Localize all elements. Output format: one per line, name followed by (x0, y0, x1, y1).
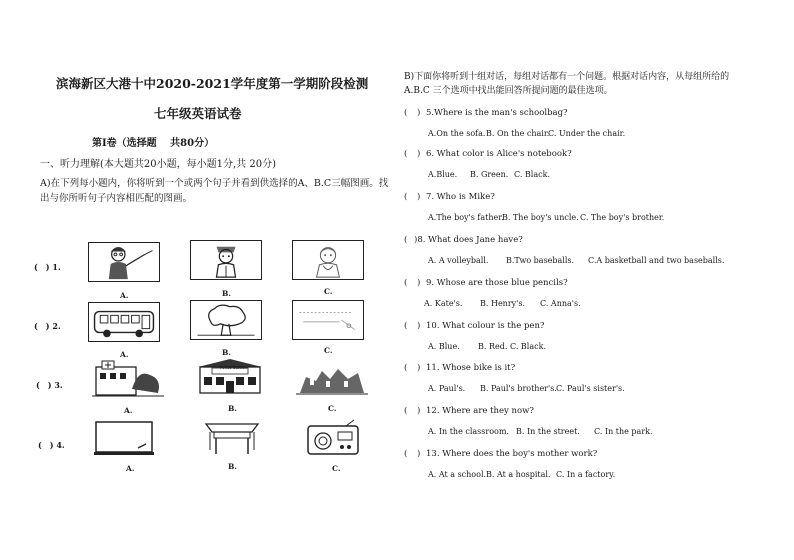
question-13-option-a[interactable]: A. At a school. (428, 470, 487, 479)
police-station-icon (194, 357, 266, 397)
answer-blank-close-10[interactable]: ) (417, 321, 421, 331)
answer-blank-open-12[interactable]: ( (404, 406, 408, 416)
question-5-option-a[interactable]: A.On the sofa. (428, 129, 486, 138)
row-1-picture-a[interactable] (88, 242, 160, 282)
question-5-option-b[interactable]: B. On the chair. (486, 129, 550, 138)
question-12-option-b[interactable]: B. In the street. (516, 427, 580, 436)
row-4-picture-a[interactable] (92, 418, 164, 458)
row-1-picture-c[interactable] (292, 240, 364, 280)
question-5-option-c[interactable]: C. Under the chair. (548, 129, 626, 138)
bus-icon (89, 303, 159, 341)
row-1-label-c: C. (324, 287, 333, 296)
desk-icon (196, 416, 268, 456)
answer-blank-open-11[interactable]: ( (404, 363, 408, 373)
answer-blank-close-5[interactable]: ) (417, 108, 421, 118)
row-3-label-b: B. (228, 404, 237, 413)
row-4-label-a: A. (126, 464, 135, 473)
row-4-picture-c[interactable] (298, 418, 370, 458)
answer-blank-close-6[interactable]: ) (417, 149, 421, 159)
question-13: 13. Where does the boy's mother work? (426, 449, 598, 459)
answer-blank-close-9[interactable]: ) (417, 278, 421, 288)
teacher-pointing-icon (89, 243, 159, 281)
part-heading: 第Ⅰ卷（选择题 共80分） (92, 138, 215, 149)
answer-blank-open-8[interactable]: ( (404, 235, 408, 245)
answer-blank-open-13[interactable]: ( (404, 449, 408, 459)
question-10-option-a[interactable]: A. Blue. (428, 342, 460, 351)
radio-icon (298, 418, 370, 458)
answer-blank-close-13[interactable]: ) (417, 449, 421, 459)
question-12-option-a[interactable]: A. In the classroom. (428, 427, 509, 436)
question-8-option-c[interactable]: C.A basketball and two baseballs. (588, 256, 725, 265)
section-1-heading: 一、听力理解(本大题共20小题，每小题1分,共 20分) (40, 159, 276, 170)
row-3-label-c: C. (328, 404, 337, 413)
row-1-label-a: A. (120, 291, 129, 300)
row-4-picture-b[interactable] (196, 416, 268, 456)
question-11: 11. Whose bike is it? (426, 363, 516, 373)
question-6-option-c[interactable]: C. Black. (514, 170, 550, 179)
nurse-icon (191, 241, 261, 279)
question-6-option-b[interactable]: B. Green. (470, 170, 509, 179)
question-7-option-b[interactable]: B. The boy's uncle. (502, 213, 579, 222)
answer-blank-open-5[interactable]: ( (404, 108, 408, 118)
row-4-label: ( ) 4. (38, 440, 65, 450)
row-3-picture-b[interactable] (194, 357, 266, 397)
row-3-label: ( ) 3. (36, 380, 63, 390)
question-7-option-a[interactable]: A.The boy's father. (428, 213, 504, 222)
hospital-icon (92, 359, 164, 399)
question-12-option-c[interactable]: C. In the park. (594, 427, 653, 436)
question-9: 9. Whose are those blue pencils? (426, 278, 568, 288)
question-11-option-b[interactable]: B. Paul's brother's. (480, 384, 557, 393)
instruction-b-line-2: A.B.C 三个选项中找出能回答所提问题的最佳选项。 (404, 86, 613, 96)
row-2-picture-a[interactable] (88, 302, 160, 342)
instruction-a: A)在下列每小题内，你将听到一个或两个句子并看到供选择的A、B.C三幅图画。找出与你所听句子内容相匹配的图画。 (40, 178, 389, 204)
question-10-option-b[interactable]: B. Red. (478, 342, 508, 351)
answer-blank-close-12[interactable]: ) (417, 406, 421, 416)
question-13-option-b[interactable]: B. At a hospital. (486, 470, 551, 479)
row-3-label-a: A. (124, 406, 133, 415)
question-9-option-b[interactable]: B. Henry's. (480, 299, 526, 308)
street-sketch-icon (293, 301, 363, 339)
row-4-label-b: B. (228, 462, 237, 471)
exam-title: 滨海新区大港十中2020-2021学年度第一学期阶段检测 (56, 76, 369, 91)
question-11-option-c[interactable]: C. Paul's sister's. (556, 384, 625, 393)
row-4-label-c: C. (332, 464, 341, 473)
row-2-label-b: B. (222, 348, 231, 357)
row-1-label: ( ) 1. (34, 262, 61, 272)
question-8-option-a[interactable]: A. A volleyball. (428, 256, 489, 265)
answer-blank-open-9[interactable]: ( (404, 278, 408, 288)
question-6: 6. What color is Alice's notebook? (426, 149, 572, 159)
answer-blank-open-10[interactable]: ( (404, 321, 408, 331)
police-station-sign: Police Station (220, 365, 248, 370)
question-5: 5.Where is the man's schoolbag? (426, 108, 568, 118)
doctor-icon (293, 241, 363, 279)
question-11-option-a[interactable]: A. Paul's. (428, 384, 466, 393)
question-9-option-a[interactable]: A. Kate's. (424, 299, 463, 308)
row-1-picture-b[interactable] (190, 240, 262, 280)
row-2-label-a: A. (120, 350, 129, 359)
row-3-picture-c[interactable] (296, 357, 368, 397)
question-10: 10. What colour is the pen? (426, 321, 545, 331)
question-13-option-c[interactable]: C. In a factory. (556, 470, 616, 479)
row-2-picture-c[interactable] (292, 300, 364, 340)
question-12: 12. Where are they now? (426, 406, 534, 416)
row-1-label-b: B. (222, 289, 231, 298)
exam-subtitle: 七年级英语试卷 (154, 106, 242, 121)
question-9-option-c[interactable]: C. Anna's. (540, 299, 581, 308)
question-7-option-c[interactable]: C. The boy's brother. (580, 213, 665, 222)
factory-icon (296, 357, 368, 397)
row-3-picture-a[interactable] (92, 359, 164, 399)
answer-blank-close-7[interactable]: ) (417, 192, 421, 202)
question-8-option-b[interactable]: B.Two baseballs. (506, 256, 575, 265)
row-2-label: ( ) 2. (34, 321, 61, 331)
tree-icon (191, 301, 261, 339)
question-10-option-c[interactable]: C. Black. (510, 342, 546, 351)
answer-blank-open-7[interactable]: ( (404, 192, 408, 202)
instruction-b-line-1: B)下面你将听到十组对话，每组对话都有一个问题。根据对话内容，从每组所给的 (404, 72, 730, 82)
question-6-option-a[interactable]: A.Blue. (428, 170, 458, 179)
answer-blank-open-6[interactable]: ( (404, 149, 408, 159)
answer-blank-close-11[interactable]: ) (417, 363, 421, 373)
row-2-picture-b[interactable] (190, 300, 262, 340)
question-8: )8. What does Jane have? (414, 235, 523, 245)
question-7: 7. Who is Mike? (426, 192, 495, 202)
row-2-label-c: C. (324, 346, 333, 355)
blackboard-icon (92, 418, 164, 458)
